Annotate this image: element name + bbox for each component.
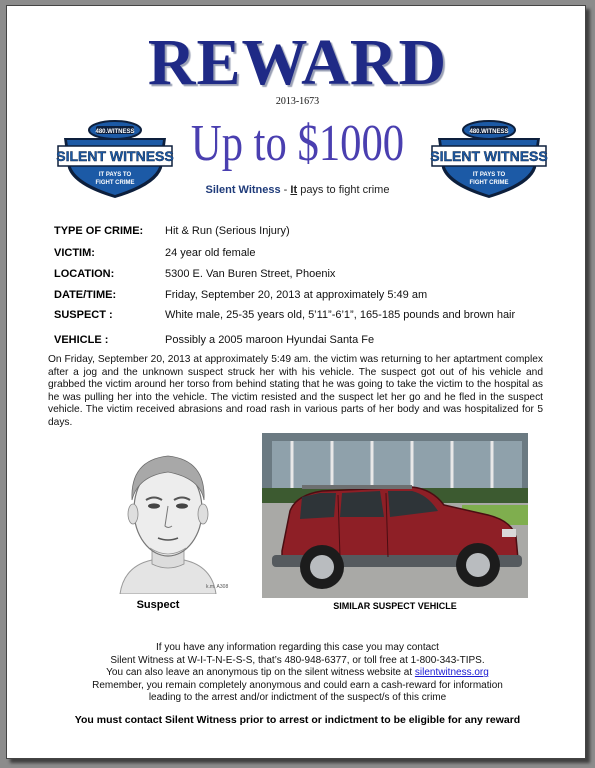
contact-info: [40, 642, 555, 705]
silent-witness-logo-right: [430, 116, 548, 200]
vehicle-caption: SIMILAR SUSPECT VEHICLE: [333, 601, 457, 611]
badge-motto-1: IT PAYS TO: [98, 172, 132, 178]
badge-name: SILENT WITNESS: [56, 148, 174, 164]
reward-amount: Up to $1000: [190, 115, 405, 172]
badge-motto-1: IT PAYS TO: [472, 172, 506, 178]
contact-line-3: [40, 667, 555, 680]
suspect-vehicle-photo: [262, 433, 528, 598]
case-number: 2013-1673: [275, 96, 320, 107]
sketch-signature: k.m. A308: [206, 584, 229, 590]
contact-line-2: Silent Witness at W-I-T-N-E-S-S, that’s 480-948-6377, or toll free at 1-800-343-TIPS.: [110, 654, 485, 666]
fact-value: Friday, September 20, 2013 at approximately 5:49 am: [165, 289, 428, 301]
silentwitness-link[interactable]: silentwitness.org: [414, 667, 489, 679]
badge-motto-2: FIGHT CRIME: [95, 180, 135, 186]
fact-value: 24 year old female: [165, 247, 256, 259]
badge-motto-2: FIGHT CRIME: [469, 180, 509, 186]
tagline-rest: pays to fight crime: [297, 184, 390, 196]
sketch-caption: Suspect: [136, 599, 180, 611]
tagline-it: It: [290, 184, 298, 196]
fact-label: TYPE OF CRIME:: [54, 225, 144, 237]
badge-number: 480.WITNESS: [469, 129, 509, 135]
contact-line-4: Remember, you remain completely anonymous and could earn a cash-reward for information: [92, 679, 503, 691]
suspect-sketch-image: [102, 448, 234, 594]
fact-value: Possibly a 2005 maroon Hyundai Santa Fe: [165, 334, 375, 346]
fact-label: DATE/TIME:: [54, 289, 117, 301]
fact-label: LOCATION:: [54, 268, 115, 280]
badge-number: 480.WITNESS: [95, 129, 135, 135]
fact-value: 5300 E. Van Buren Street, Phoenix: [165, 268, 336, 280]
fact-label: VEHICLE :: [54, 334, 109, 346]
case-narrative: On Friday, September 20, 2013 at approximately 5:49 am. the victim was returning to her aptartment complex after a jog and the unknown suspect struck her with his vehicle. The suspect got out of his vehicle and grabbed the victim around her torso from behind stating that he was going to take the victim to the hospital as he was pulling her into the vehicle. The victim resisted and the suspect let her go and he fled in the suspect vehicle. The victim received abrasions and road rash in various parts of her body and was hospitalized for 5 days.: [48, 354, 543, 428]
tagline-dash: -: [280, 184, 291, 196]
silent-witness-logo-left: [56, 116, 174, 200]
contact-line-5: leading to the arrest and/or indictment of the suspect/s of this crime: [148, 692, 447, 704]
tagline-brand: Silent Witness: [205, 184, 281, 196]
fact-value: Hit & Run (Serious Injury): [165, 225, 290, 237]
badge-name: SILENT WITNESS: [430, 148, 548, 164]
fact-label: SUSPECT :: [54, 309, 113, 321]
reward-title: REWARD: [147, 26, 448, 99]
fact-label: VICTIM:: [54, 247, 95, 259]
contact-line-1: If you have any information regarding this case you may contact: [156, 642, 439, 653]
fact-value: White male, 25-35 years old, 5’11”-6’1”, 165-185 pounds and brown hair: [165, 309, 516, 321]
contact-line-3-text: You can also leave an anonymous tip on the silent witness website at: [106, 667, 415, 679]
eligibility-warning: You must contact Silent Witness prior to arrest or indictment to be eligible for any reward: [74, 714, 521, 726]
